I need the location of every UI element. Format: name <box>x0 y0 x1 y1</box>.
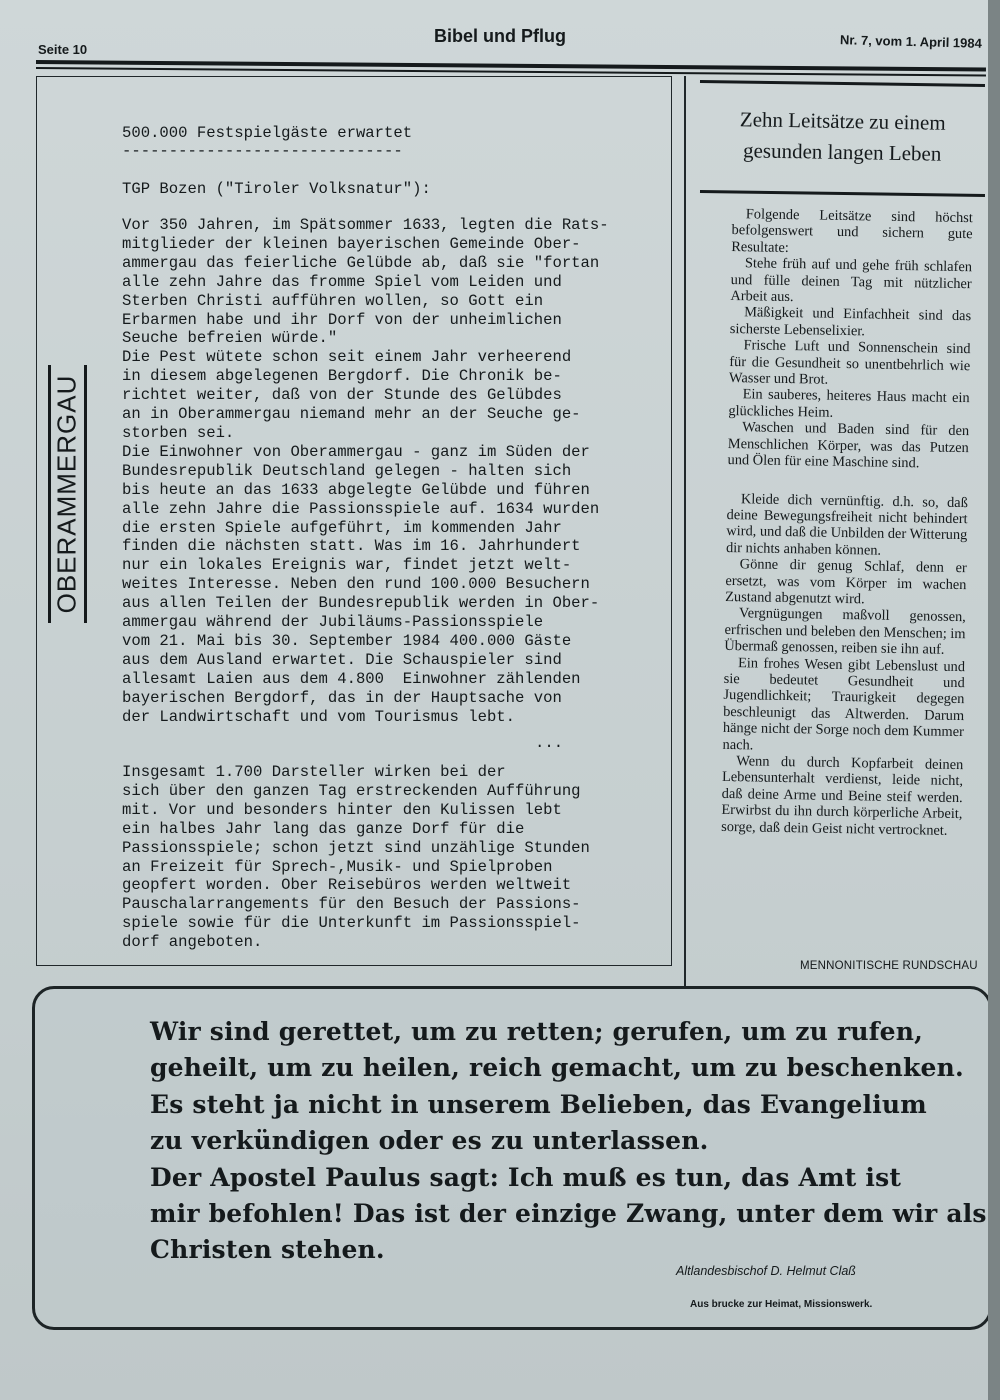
sidebar-paragraph: Gönne dir genug Schlaf, denn er ersetzt, was vom Körper im wachen Zustand abgenutzt wird. <box>725 556 967 608</box>
article-line: geopfert worden. Ober Reisebüros werden weltweit <box>122 876 572 895</box>
article-body <box>122 216 609 726</box>
sidebar-paragraph: Stehe früh auf und gehe früh schlafen und fülle deinen Tag mit nützlicher Arbeit aus. <box>730 255 973 306</box>
sidebar-paragraph: Waschen und Baden sind für den Menschlichen Körper, was das Putzen und Ölen für eine Maschine sind. <box>727 419 970 472</box>
article-title-underline: ------------------------------ <box>122 142 403 160</box>
article-line: Pauschalarrangements für den Besuch der Passions- <box>122 895 581 914</box>
article-line: ammergau während der Jubiläums-Passionsspiele <box>122 613 544 632</box>
article-line: Die Einwohner von Oberammergau - ganz im Süden der <box>122 442 590 461</box>
article-line: an in Oberammergau niemand mehr an der Seuche ge- <box>122 405 581 424</box>
article-line: der Landwirtschaft und vom Tourismus lebt. <box>122 707 516 726</box>
article-line: in diesem abgelegenen Bergdorf. Die Chronik be- <box>122 367 562 386</box>
article-title: 500.000 Festspielgäste erwartet <box>122 124 413 142</box>
article-line: spiele sowie für die Unterkunft im Passionsspiel- <box>122 914 581 933</box>
side-title-text: OBERAMMERGAU <box>51 374 82 614</box>
publication-title: Bibel und Pflug <box>434 26 566 46</box>
article-side-title <box>48 365 92 623</box>
article-line: alle zehn Jahre das fromme Spiel vom Leiden und <box>122 272 562 291</box>
article-source: TGP Bozen ("Tiroler Volksnatur"): <box>122 180 431 198</box>
page-number: Seite 10 <box>38 42 88 57</box>
sidebar-paragraph: Wenn du durch Kopfarbeit deinen Lebensunterhalt verdienst, leide nicht, daß deine Arme und Beine steif werden. Erwirbst du ihn durch körperliche Arbeit, sorge, daß dein Geist nicht vertrocknet. <box>721 753 964 839</box>
article-line: Sterben Christi aufführen wollen, so Gott ein <box>122 291 544 310</box>
quote-line: mir befohlen! Das ist der einzige Zwang, unter dem wir als <box>150 1199 987 1229</box>
sidebar-paragraph: Vergnügungen maßvoll genossen, erfrischen und beleben den Menschen; im Übermaß genossen, reiben sie ihn auf. <box>724 605 966 658</box>
issue-date: Nr. 7, vom 1. April 1984 <box>839 32 983 51</box>
article-line: mit. Vor und besonders hinter den Kulissen lebt <box>122 800 562 819</box>
article-line: Erbarmen habe und ihr Dorf von der unheimlichen <box>122 310 562 329</box>
article-line: richtet weiter, daß von der Stunde des Gelübdes <box>122 386 562 405</box>
sidebar-intro: Folgende Leitsätze sind höchst befolgenswert und sichern gute Resultate: <box>731 206 973 256</box>
article-line: alle zehn Jahre die Passionsspiele auf. 1634 wurden <box>122 499 600 518</box>
article-line: Bundesrepublik Deutschland gelegen - halten sich <box>122 461 572 480</box>
side-title-bar-right <box>84 365 87 623</box>
sidebar-paragraph: Kleide dich vernünftig. d.h. so, daß deine Bewegungsfreiheit nicht behindert wird, und daß die Unbilden der Witterung dir nichts anhaben können. <box>725 490 968 559</box>
quote-line: zu verkündigen oder es zu unterlassen. <box>150 1126 709 1156</box>
article-line: weites Interesse. Neben den rund 100.000 Besuchern <box>122 575 590 594</box>
quote-line: Wir sind gerettet, um zu retten; gerufen, um zu rufen, <box>150 1017 924 1046</box>
quote-line: geheilt, um zu heilen, reich gemacht, um zu beschenken. <box>150 1053 964 1083</box>
article-line: ammergau das feierliche Gelübde ab, daß sie "fortan <box>122 253 600 272</box>
article-line: Die Pest wütete schon seit einem Jahr verheerend <box>122 348 572 367</box>
page-edge-shadow <box>988 0 1000 1400</box>
quote-author: Altlandesbischof D. Helmut Claß <box>676 1264 856 1278</box>
sidebar-title <box>699 104 985 171</box>
sidebar-title-line: gesunden langen Leben <box>742 138 942 166</box>
sidebar-paragraph: Frische Luft und Sonnenschein sind für die Gesundheit so unentbehrlich wie Wasser und Brot. <box>728 337 971 388</box>
article-body-continued <box>122 763 590 952</box>
sidebar-body <box>721 206 973 839</box>
article-line: Seuche befreien würde." <box>122 329 338 348</box>
sidebar-title-line: Zehn Leitsätze zu einem <box>739 107 946 135</box>
article-line: mitglieder der kleinen bayerischen Gemeinde Ober- <box>122 234 581 253</box>
quote-line: Christen stehen. <box>150 1235 385 1265</box>
sidebar-paragraph: Mäßigkeit und Einfachheit sind das sicherste Lebenselixier. <box>729 304 972 340</box>
quote-text <box>150 1014 987 1269</box>
quote-line: Es steht ja nicht in unserem Belieben, das Evangelium <box>150 1089 927 1119</box>
article-line: Insgesamt 1.700 Darsteller wirken bei der <box>122 763 506 781</box>
article-line: aus allen Teilen der Bundesrepublik werden in Ober- <box>122 594 600 613</box>
sidebar-paragraph: Ein sauberes, heiteres Haus macht ein glückliches Heim. <box>728 386 970 421</box>
column-divider <box>684 76 686 986</box>
article-ellipsis: ... <box>535 734 564 752</box>
sidebar-rule-top <box>700 80 985 87</box>
sidebar-source: MENNONITISCHE RUNDSCHAU <box>800 960 978 972</box>
article-line: dorf angeboten. <box>122 933 263 952</box>
article-line: allesamt Laien aus dem 4.800 Einwohner zählenden <box>122 669 581 688</box>
article-line: ein halbes Jahr lang das ganze Dorf für die <box>122 819 525 838</box>
article-line: aus dem Ausland erwartet. Die Schauspieler sind <box>122 650 562 669</box>
quote-line: Der Apostel Paulus sagt: Ich muß es tun, das Amt ist <box>150 1162 902 1192</box>
article-line: bis heute an das 1633 abgelegte Gelübde und führen <box>122 480 590 499</box>
sidebar-paragraph: Ein frohes Wesen gibt Lebenslust und sie bedeutet Gesundheit und Jugendlichkeit; Traurigkeit degegen beschleunigt das Altwerden. Darum hänge nicht der Sorge noch dem Kummer nach. <box>722 654 966 754</box>
article-line: nur ein lokales Ereignis war, findet jetzt welt- <box>122 556 572 575</box>
article-line: die ersten Spiele aufgeführt, im kommenden Jahr <box>122 518 562 537</box>
article-line: finden die nächsten statt. Was im 16. Jahrhundert <box>122 537 581 556</box>
article-line: bayerischen Bergdorf, das in der Hauptsache von <box>122 688 562 707</box>
sidebar-rule-bottom <box>700 190 985 197</box>
article-line: Passionsspiele; schon jetzt sind unzählige Stunden <box>122 838 590 857</box>
article-line: Vor 350 Jahren, im Spätsommer 1633, legten die Rats- <box>122 216 609 234</box>
article-line: storben sei. <box>122 423 235 442</box>
article-line: an Freizeit für Sprech-,Musik- und Spielproben <box>122 857 553 876</box>
quote-source: Aus brucke zur Heimat, Missionswerk. <box>690 1299 873 1310</box>
article-line: sich über den ganzen Tag erstreckenden Aufführung <box>122 781 581 800</box>
article-line: vom 21. Mai bis 30. September 1984 400.000 Gäste <box>122 631 572 650</box>
